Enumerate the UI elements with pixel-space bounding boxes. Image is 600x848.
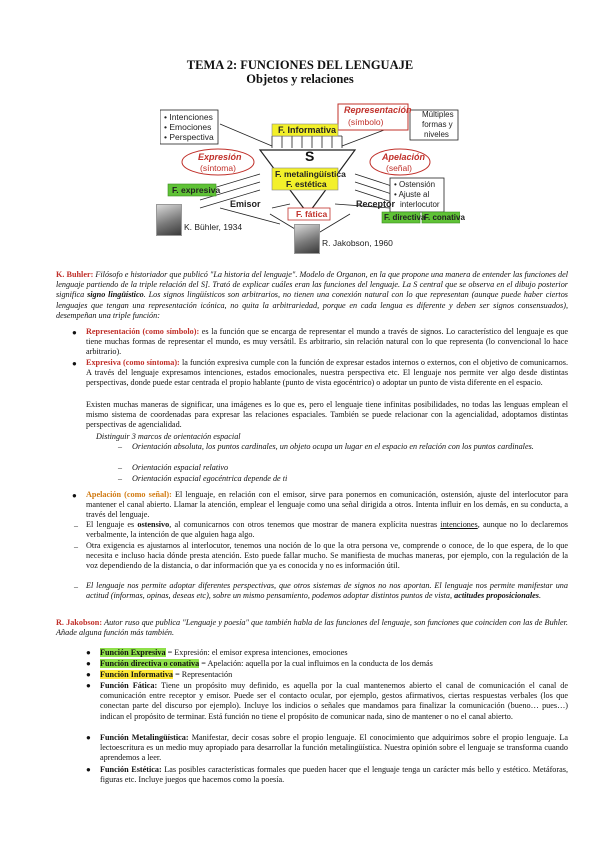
label-f-informativa: F. Informativa	[278, 125, 337, 135]
label-sintoma: (síntoma)	[200, 163, 236, 173]
box-perspectiva: • Perspectiva	[164, 132, 214, 142]
jak-f5	[100, 733, 568, 764]
label-f-directiva: F. directiva	[384, 213, 426, 222]
jak-f3	[100, 670, 568, 680]
jak-f1-text: = Expresión: el emisor expresa intenciones, emociones	[165, 648, 348, 657]
label-ajuste-2: interlocutor	[400, 200, 440, 209]
ost-text-1: El lenguaje es	[86, 520, 138, 529]
label-expresion: Expresión	[198, 152, 242, 162]
ape-label: Apelación (como señal):	[86, 490, 172, 499]
box-emociones: • Emociones	[164, 122, 212, 132]
jak-f4-label: Función Fática:	[100, 681, 158, 690]
intro-paragraph	[56, 270, 568, 321]
jak-f6	[100, 765, 568, 785]
jakobson-author: R. Jakobson:	[56, 618, 103, 627]
buhler-photo	[156, 204, 182, 236]
dash: –	[118, 442, 122, 451]
jak-f6-label: Función Estética:	[100, 765, 162, 774]
bullet-dot: ●	[86, 765, 91, 774]
persp-bold: actitudes proposicionales	[454, 591, 539, 601]
ost-text-2: , al comunicarnos con otros tenemos que mostrar de manera explícita nuestras	[169, 520, 441, 529]
persp-text: El lenguaje nos permite adoptar diferentes perspectivas, que otros sistemas de signos no nos aportan. El lenguaje nos permite manifestar una actitud (informas, opinas, deseas etc), sobre un mismo pensamiento, podemos adoptar distintos puntos de vista,	[86, 581, 568, 601]
label-f-metalinguistica: F. metalingüística	[275, 169, 346, 179]
intro-bold: signo lingüístico	[87, 290, 144, 300]
label-ostension: • Ostensión	[394, 180, 436, 189]
bullet-dot: ●	[86, 670, 91, 679]
buhler-caption: K. Bühler, 1934	[184, 222, 243, 232]
dash: –	[118, 474, 122, 483]
box-intenciones: • Intenciones	[164, 112, 213, 122]
dash: –	[118, 463, 122, 472]
label-multiples-3: niveles	[424, 130, 449, 139]
organon-diagram	[160, 96, 465, 268]
item-ajuste: Otra exigencia es ajustarnos al interlocutor, tenemos una noción de lo que la otra persona ve, comprende o conoce, de lo que espera, de lo que necesita e incluso hacia dónde presta atención. Esto puede fallar mucho. Se manifiesta de muchas maneras, por ejemplo, con la regulación de la voz dependiendo de la distancia, o dar información que ya es conocida y no es información útil.	[86, 541, 568, 571]
exp-label: Expresiva (como síntoma):	[86, 358, 180, 367]
jak-f2-label: Función directiva o conativa	[100, 659, 200, 668]
page-title	[0, 58, 600, 86]
bullet-dot: ●	[86, 681, 91, 690]
jak-f6-text: Las posibles características formales que pueden hacer que el lenguaje tenga un carácter más bello y estético. Metáforas, figuras etc. Incluye juegos que hacemos como la poesía.	[100, 765, 568, 785]
jak-f3-label: Función Informativa	[100, 670, 174, 679]
dash: –	[74, 542, 78, 551]
bullet-dot: ●	[86, 659, 91, 668]
label-f-estetica: F. estética	[286, 179, 327, 189]
jakobson-text: Autor ruso que publica "Lenguaje y poesía" que también habla de las funciones del lenguaje, son funciones que coinciden con las de Buhler. Añade alguna función más también.	[56, 618, 568, 638]
rep-label: Representación (como símbolo):	[86, 327, 200, 336]
persp-end: .	[538, 591, 542, 601]
item-representacion	[86, 327, 568, 358]
label-simbolo: (símbolo)	[348, 117, 384, 127]
sign-letter: S	[305, 148, 315, 164]
item-expresiva-2: Existen muchas maneras de significar, una imágenes es lo que es, pero el lenguaje tiene infinitas posibilidades, no todas las lenguas emplean el mismo sistema de coordenadas para expresar las relaciones espaciales. También se puede relacionar con la agencialidad, adoptamos distintas perspectivas de agencialidad.	[86, 400, 568, 430]
label-multiples-2: formas y	[422, 120, 453, 129]
marco-2: Orientación espacial relativo	[132, 463, 229, 472]
bullet-dot: ●	[72, 491, 77, 500]
jak-f2-text: = Apelación: aquella por la cual influimos en la conducta de los demás	[199, 659, 433, 668]
exp-text: la función expresiva cumple con la función de expresar estados internos o externos, con el objetivo de comunicarnos. A través del lenguaje expresamos intenciones, estados emocionales, nuestra perspectiva etc. El lenguaje nos permite ver algo desde distintas perspectivas, donde puede estar centrada el propio hablante (punto de vista egocéntrico) o adoptar un punto de vista diferente en el espacio.	[86, 358, 568, 388]
item-apelacion	[86, 490, 568, 521]
jakobson-caption: R. Jakobson, 1960	[322, 238, 393, 248]
label-f-fatica: F. fática	[296, 209, 328, 219]
item-perspectivas	[86, 581, 568, 601]
ost-text-3: , aunque no lo declaremos verbalmente, la intención de que alguien haga algo.	[86, 520, 568, 540]
label-representacion: Representación	[344, 105, 412, 115]
label-apelacion: Apelación	[382, 152, 426, 162]
intro-text-2: . Los signos lingüísticos son arbitrarios, no tienen una conexión natural con lo que representan (aunque puede haber ciertos lenguajes que tengan una representación icónica, no quita la arbitrariedad, porque en cada lengua es diferente y deben ser signos consensuados), desempeñan una triple función:	[56, 290, 568, 320]
intro-author: K. Buhler:	[56, 270, 94, 279]
bullet-dot: ●	[86, 733, 91, 742]
dash: –	[74, 521, 78, 530]
bullet-dot: ●	[72, 359, 77, 368]
jak-f2	[100, 659, 568, 669]
ost-underline: intenciones	[440, 520, 478, 529]
label-ajuste-1: • Ajuste al	[394, 190, 430, 199]
jakobson-paragraph	[56, 618, 568, 638]
item-ostensivo	[86, 520, 568, 540]
marcos-title: Distinguir 3 marcos de orientación espacial	[96, 432, 241, 441]
ost-bold: ostensivo	[137, 520, 170, 529]
title-line-1: TEMA 2: FUNCIONES DEL LENGUAJE	[186, 58, 414, 72]
jak-f4	[100, 681, 568, 722]
label-multiples-1: Múltiples	[422, 110, 454, 119]
ape-text: El lenguaje, en relación con el emisor, sirve para ponernos en comunicación, ostensión, ajuste del interlocutor para mantener el canal abierto. Llamar la atención, emplear el lenguaje como una señal dirigida a otros. Intenta influir en los demás, en su conducta, a través del lenguaje.	[86, 490, 568, 520]
intro-text: Filósofo e historiador que publicó "La historia del lenguaje". Modelo de Organon, en la que propone una manera de entender las funciones del lenguaje partiendo de la triple relación del S]. Trató de explicar cuáles eran las funciones del lenguaje. La S central que se observa en el dibujo posterior significa	[56, 270, 568, 300]
label-receptor: Receptor	[356, 199, 396, 209]
dash: –	[74, 582, 78, 591]
label-f-conativa: F. conativa	[424, 213, 465, 222]
jakobson-photo	[294, 224, 320, 254]
rep-text: es la función que se encarga de representar el mundo a través de signos. Lo característico del lenguaje es que tiene muchas formas de representar el mundo, es muy versátil. Es arbitrario, sin relación natural con lo que representa (lo convencional lo hace arbitrario).	[86, 327, 569, 357]
jak-f1-label: Función Expresiva	[100, 648, 166, 657]
label-f-expresiva: F. expresiva	[172, 185, 221, 195]
jak-f5-text: Manifestar, decir cosas sobre el propio lenguaje. El conocimiento que adquirimos sobre el propio lenguaje. La lectoescritura es un medio muy apropiado para desarrollar la función metalingüística. Nuestra opinión sobre el lenguaje se transforma cuando aprendemos a leer.	[100, 733, 569, 763]
label-emisor: Emisor	[230, 199, 261, 209]
marco-1: Orientación absoluta, los puntos cardinales, un objeto ocupa un lugar en el espacio en relación con los puntos cardinales.	[132, 442, 534, 451]
item-expresiva	[86, 358, 568, 389]
title-line-2: Objetos y relaciones	[246, 72, 354, 86]
jak-f3-text: = Representación	[173, 670, 233, 679]
label-senal: (señal)	[386, 163, 412, 173]
jak-f4-text: Tiene un propósito muy definido, es aquella por la cual mantenemos abierto el canal de comunicación el canal de comunicación entre receptor y emisor. Puede ser el contacto ocular, por ejemplo, gestos afirmativos, ciertas respuestas verbales (los que conectan parte del discurso por ejemplo). Incluye los indicios o señales que mandamos para finalizar la comunicación (bueno… pues…) indican el propósito de terminar. Está función no tiene el propósito de comunicar nada, sino de mantener o no el canal abierto.	[100, 681, 568, 721]
bullet-dot: ●	[72, 328, 77, 337]
jak-f5-label: Función Metalingüística:	[100, 733, 189, 742]
marco-3: Orientación espacial egocéntrica depende de ti	[132, 474, 288, 483]
jak-f1	[100, 648, 568, 658]
bullet-dot: ●	[86, 648, 91, 657]
